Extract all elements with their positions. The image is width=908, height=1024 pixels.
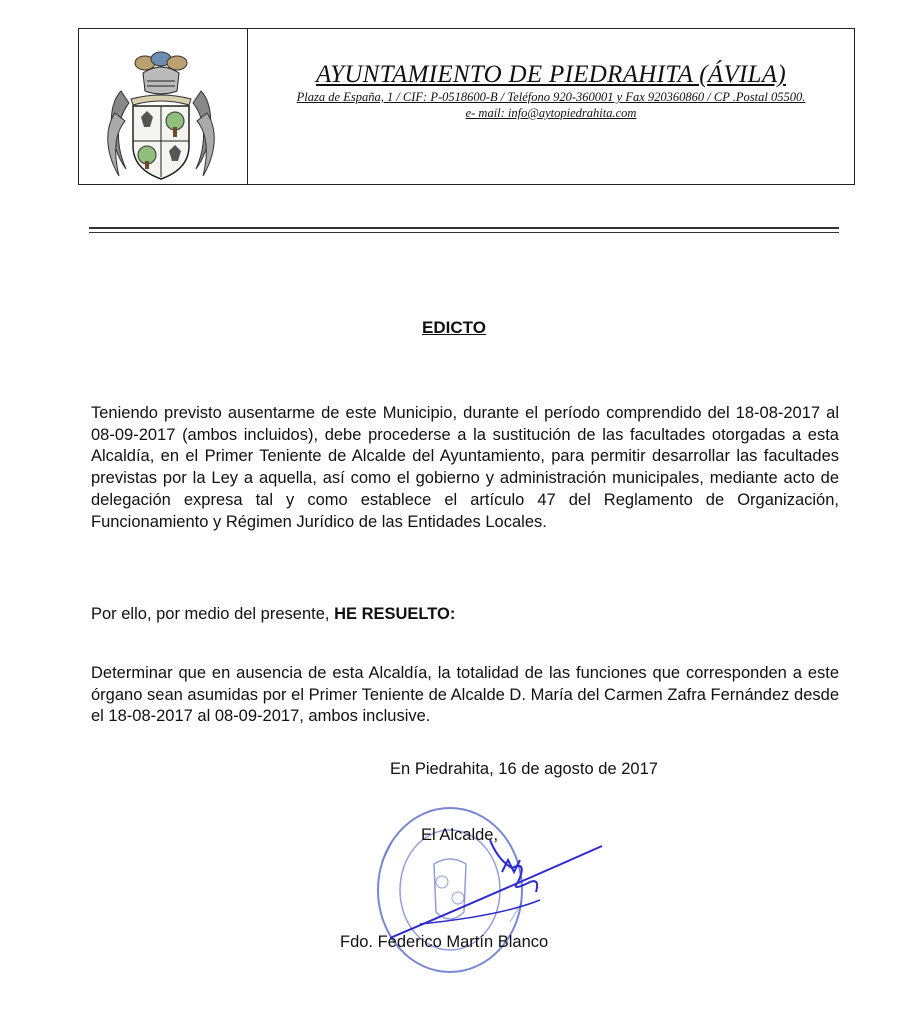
signer-name: Fdo. Federico Martín Blanco (340, 933, 549, 951)
paragraph-intro: Teniendo previsto ausentarme de este Municipio, durante el período comprendido del 18-08-2017 al 08-09-2017 (ambos incluidos), debe procederse a la sustitución de las facultades otorgadas a esta Alcaldía, en el Primer Teniente de Alcalde del Ayuntamiento, para permitir desarrollar las facultades previstas por la Ley a aquella, así como el gobierno y administración municipales, mediante acto de delegación expresa tal y como establece el artículo 47 del Reglamento de Organización, Funcionamiento y Régimen Jurídico de las Entidades Locales. (91, 404, 839, 531)
resolution-heading: HE RESUELTO: (334, 605, 456, 623)
letterhead-text (248, 29, 854, 184)
organization-email: e- mail: info@aytopiedrahita.com (465, 106, 637, 120)
paragraph-determination: Determinar que en ausencia de esta Alcaldía, la totalidad de las funciones que corresponden a este órgano sean asumidas por el Primer Teniente de Alcalde D. María del Carmen Zafra Fernández desde el 18-08-2017 al 08-09-2017, ambos inclusive. (91, 664, 839, 726)
paragraph-resolution (91, 604, 839, 626)
signer-title: El Alcalde, (421, 826, 499, 844)
header-divider (89, 227, 839, 229)
place-and-date: En Piedrahita, 16 de agosto de 2017 (390, 760, 658, 778)
crest-cell (79, 29, 248, 184)
organization-address: Plaza de España, 1 / CIF: P-0518600-B / Teléfono 920-360001 y Fax 920360860 / CP .Postal 05500. (296, 90, 806, 104)
signature-icon (380, 820, 620, 950)
coat-of-arms-icon (101, 51, 221, 186)
document-title: EDICTO (422, 318, 486, 337)
organization-name: AYUNTAMIENTO DE PIEDRAHITA (ÁVILA) (315, 61, 787, 88)
header-divider-thin (89, 232, 839, 233)
resolution-prefix: Por ello, por medio del presente, (91, 605, 335, 623)
letterhead (78, 28, 855, 185)
